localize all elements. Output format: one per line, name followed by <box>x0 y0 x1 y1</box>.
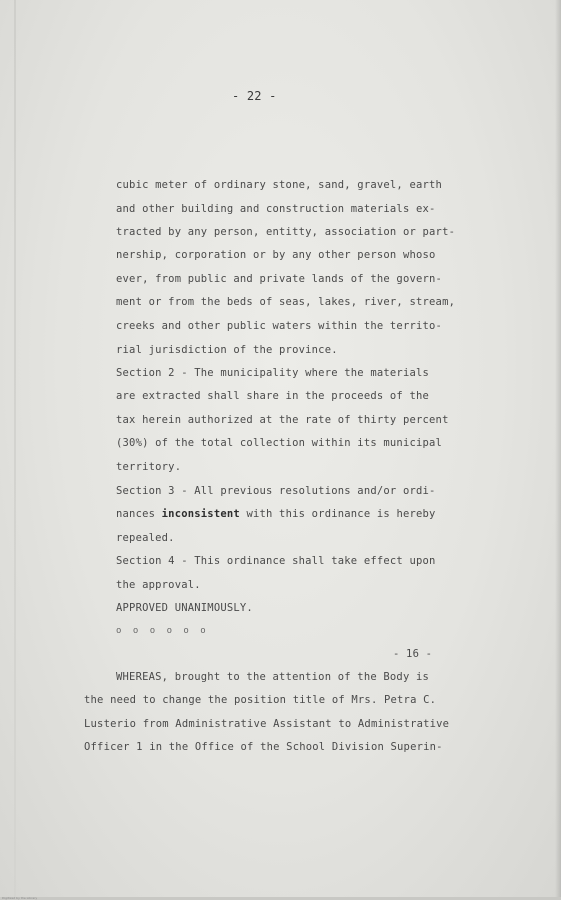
page-fold <box>14 0 16 900</box>
page-edge-shadow <box>555 0 561 900</box>
body-line: and other building and construction materials ex- <box>116 203 436 215</box>
body-line: cubic meter of ordinary stone, sand, gravel, earth <box>116 179 443 191</box>
whereas-line: Lusterio from Administrative Assistant to Administrative <box>84 718 450 730</box>
text-segment: nances <box>116 508 162 520</box>
section-4-line: Section 4 - This ordinance shall take effect upon <box>116 555 436 567</box>
separator-marks: o o o o o o <box>116 626 206 636</box>
body-line: tax herein authorized at the rate of thirty percent <box>116 414 449 426</box>
body-line: rial jurisdiction of the province. <box>116 344 338 356</box>
page-number: - 22 - <box>232 89 277 103</box>
section-3-line: Section 3 - All previous resolutions and/or ordi- <box>116 485 436 497</box>
section-2-line: Section 2 - The municipality where the materials <box>116 367 430 379</box>
body-line: ment or from the beds of seas, lakes, river, stream, <box>116 296 456 308</box>
item-number: - 16 - <box>393 648 433 660</box>
body-line: tracted by any person, entitty, association or part- <box>116 226 456 238</box>
whereas-line: Officer 1 in the Office of the School Division Superin- <box>84 741 443 753</box>
body-line: repealed. <box>116 532 175 544</box>
body-line <box>116 508 436 520</box>
body-line: territory. <box>116 461 182 473</box>
body-line: (30%) of the total collection within its municipal <box>116 437 443 449</box>
text-segment: with this ordinance is hereby <box>239 508 436 520</box>
whereas-line: WHEREAS, brought to the attention of the Body is <box>116 671 430 683</box>
body-line: ever, from public and private lands of the govern- <box>116 273 443 285</box>
approval-line: APPROVED UNANIMOUSLY. <box>116 602 253 614</box>
whereas-line: the need to change the position title of Mrs. Petra C. <box>84 694 437 706</box>
body-line: nership, corporation or by any other person whoso <box>116 249 436 261</box>
body-line: creeks and other public waters within the territo- <box>116 320 443 332</box>
body-line: are extracted shall share in the proceeds of the <box>116 390 430 402</box>
emphasized-word: inconsistent <box>161 508 240 520</box>
body-line: the approval. <box>116 579 201 591</box>
scan-footer-text: Digitized by the Library <box>2 896 38 900</box>
